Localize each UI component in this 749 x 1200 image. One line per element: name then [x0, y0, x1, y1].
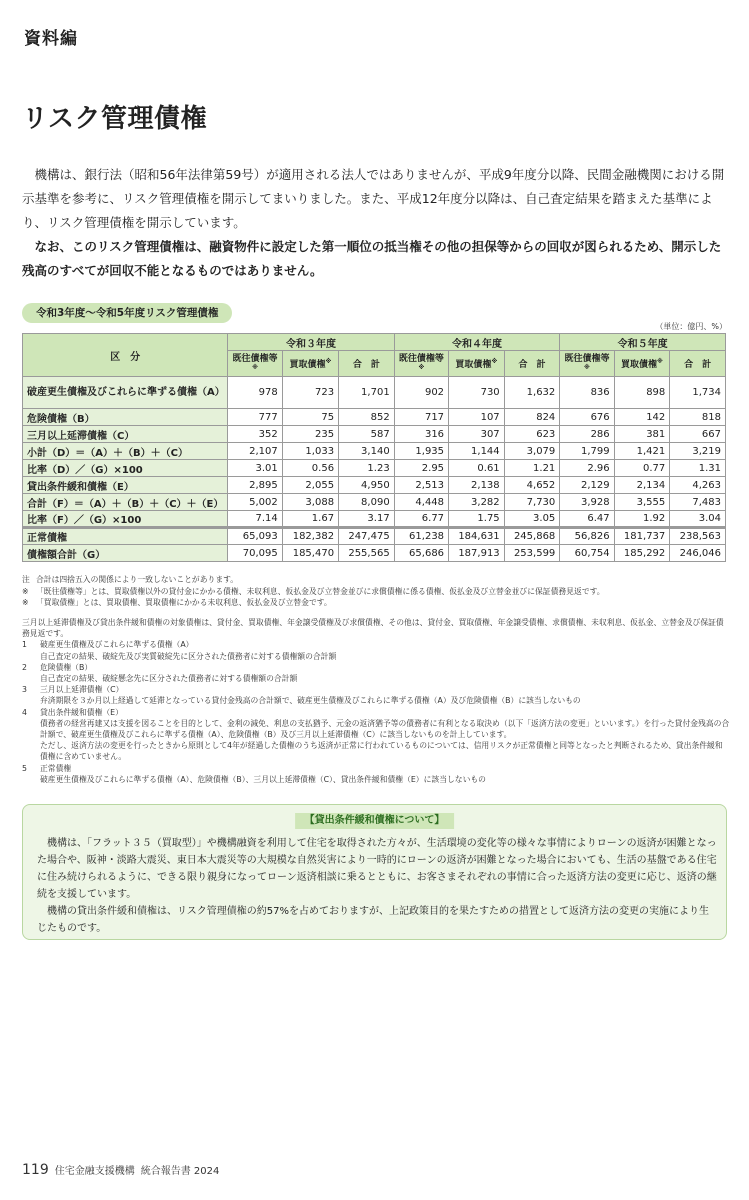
table-cell: 2,134 — [614, 477, 670, 494]
table-cell: 3,079 — [504, 443, 560, 460]
row-label: 危険債権（B） — [23, 409, 228, 426]
definition-body: 債務者の経営再建又は支援を図ることを目的として、金利の減免、利息の支払猶予、元金の返済猶予等の債務者に有利となる取決め（以下「返済方法の変更」といいます。）を行った貸付金残高の合計額で、破産更生債権及びこれらに準ずる債権（A）、危険債権（B）及び三月以上延滞債権（C）に該当しないものを計上しています。 — [40, 718, 730, 740]
explanation-paragraph-1: 機構は、「フラット３５（買取型）」や機構融資を利用して住宅を取得された方々が、生活環境の変化等の様々な事情によりローンの返済が困難となった場合や、阪神・淡路大震災、東日本大震災等の大規模な自然災害により一時的にローンの返済が困難となった場合においても、生活の基盤である住宅に住み続けられるように、できる限り親身になってローン返済相談に乗るとともに、お客さまそれぞれの事情に合った返済方法の変更に応じ、返済の継続を支援しています。 — [37, 838, 717, 900]
table-cell: 1,144 — [449, 443, 505, 460]
note-item: 注 合計は四捨五入の関係により一致しないことがあります。 — [22, 575, 239, 584]
table-row — [23, 426, 726, 443]
table-cell: 978 — [228, 377, 282, 409]
subcol-header: 既往債権等※ — [394, 351, 448, 377]
table-cell: 4,652 — [504, 477, 560, 494]
table-cell: 2,895 — [228, 477, 282, 494]
definitions-intro: 三月以上延滞債権及び貸出条件緩和債権の対象債権は、貸付金、買取債権、年金譲受債権及び求償債権、その他は、貸付金、買取債権、年金譲受債権、求償債権、未収利息、仮払金、立替金及び保証債務見返です。 — [22, 618, 724, 639]
table-cell: 717 — [394, 409, 448, 426]
table-cell: 2.95 — [394, 460, 448, 477]
table-cell: 142 — [614, 409, 670, 426]
table-cell: 56,826 — [560, 528, 614, 545]
table-cell: 185,292 — [614, 545, 670, 562]
row-label: 正常債権 — [23, 528, 228, 545]
table-cell: 2,138 — [449, 477, 505, 494]
table-cell: 187,913 — [449, 545, 505, 562]
table-cell: 1.92 — [614, 511, 670, 528]
table-cell: 623 — [504, 426, 560, 443]
table-cell: 1,734 — [670, 377, 726, 409]
table-cell: 235 — [282, 426, 338, 443]
table-cell: 3,140 — [339, 443, 395, 460]
table-cell: 3,088 — [282, 494, 338, 511]
table-cell: 381 — [614, 426, 670, 443]
note-item: ※ 「買取債権」とは、買取債権、買取債権にかかる未収利息、仮払金及び立替金です。 — [22, 598, 332, 607]
subcol-header: 買取債権※ — [449, 351, 505, 377]
table-cell: 4,448 — [394, 494, 448, 511]
table-cell: 818 — [670, 409, 726, 426]
table-cell: 587 — [339, 426, 395, 443]
row-label: 破産更生債権及びこれらに準ずる債権（A） — [23, 377, 228, 409]
row-label: 債権額合計（G） — [23, 545, 228, 562]
table-row — [23, 545, 726, 562]
table-cell: 667 — [670, 426, 726, 443]
explanation-box-title: 【貸出条件緩和債権について】 — [295, 813, 455, 829]
row-label: 比率（D）／（G）×100 — [23, 460, 228, 477]
subcol-header: 合 計 — [504, 351, 560, 377]
explanation-paragraph-2: 機構の貸出条件緩和債権は、リスク管理債権の約57%を占めておりますが、上記政策目的を果たすための措置として返済方法の変更の実施により生じたものです。 — [37, 906, 710, 934]
table-cell: 3,928 — [560, 494, 614, 511]
table-cell: 60,754 — [560, 545, 614, 562]
row-label: 合計（F）＝（A）＋（B）＋（C）＋（E） — [23, 494, 228, 511]
table-cell: 3,555 — [614, 494, 670, 511]
subcol-header: 既往債権等※ — [560, 351, 614, 377]
page-title: リスク管理債権 — [22, 104, 207, 134]
definition-item: 3 三月以上延滞債権（C） — [22, 685, 124, 695]
table-cell: 2.96 — [560, 460, 614, 477]
table-cell: 4,950 — [339, 477, 395, 494]
table-cell: 0.77 — [614, 460, 670, 477]
year-header: 令和４年度 — [394, 334, 560, 351]
year-header: 令和３年度 — [228, 334, 394, 351]
table-cell: 316 — [394, 426, 448, 443]
table-cell: 75 — [282, 409, 338, 426]
table-cell: 7.14 — [228, 511, 282, 528]
table-row — [23, 443, 726, 460]
table-cell: 8,090 — [339, 494, 395, 511]
definition-body: 自己査定の結果、破綻懸念先に区分された債務者に対する債権額の合計額 — [40, 674, 298, 684]
table-cell: 1.31 — [670, 460, 726, 477]
table-cell: 181,737 — [614, 528, 670, 545]
table-cell: 3.05 — [504, 511, 560, 528]
table-cell: 286 — [560, 426, 614, 443]
table-cell: 185,470 — [282, 545, 338, 562]
table-cell: 245,868 — [504, 528, 560, 545]
table-cell: 253,599 — [504, 545, 560, 562]
table-cell: 238,563 — [670, 528, 726, 545]
subcol-header: 買取債権※ — [282, 351, 338, 377]
table-cell: 352 — [228, 426, 282, 443]
table-cell: 1,421 — [614, 443, 670, 460]
table-cell: 2,107 — [228, 443, 282, 460]
table-cell: 1.23 — [339, 460, 395, 477]
table-cell: 7,730 — [504, 494, 560, 511]
table-row — [23, 528, 726, 545]
table-cell: 65,093 — [228, 528, 282, 545]
table-cell: 65,686 — [394, 545, 448, 562]
table-cell: 2,129 — [560, 477, 614, 494]
table-cell: 3.01 — [228, 460, 282, 477]
table-cell: 1.67 — [282, 511, 338, 528]
table-cell: 184,631 — [449, 528, 505, 545]
definition-item: 2 危険債権（B） — [22, 662, 93, 672]
table-cell: 902 — [394, 377, 448, 409]
table-cell: 255,565 — [339, 545, 395, 562]
intro-paragraph-2: なお、このリスク管理債権は、融資物件に設定した第一順位の抵当権その他の担保等からの回収が図られるため、開示した残高のすべてが回収不能となるものではありません。 — [22, 239, 722, 278]
definition-item: 5 正常債権 — [22, 763, 72, 773]
table-cell: 247,475 — [339, 528, 395, 545]
table-cell: 1.21 — [504, 460, 560, 477]
table-cell: 1,701 — [339, 377, 395, 409]
subcol-header: 合 計 — [670, 351, 726, 377]
table-cell: 7,483 — [670, 494, 726, 511]
row-label: 三月以上延滞債権（C） — [23, 426, 228, 443]
page-number: 119 — [22, 1162, 49, 1178]
note-item: ※ 「既往債権等」とは、買取債権以外の貸付金にかかる債権、未収利息、仮払金及び立替金並びに求償債権に係る債権、仮払金及び立替金並びに保証債務見返です。 — [22, 586, 605, 596]
table-cell: 0.56 — [282, 460, 338, 477]
intro-text — [22, 163, 730, 283]
footer-report: 統合報告書 2024 — [140, 1166, 220, 1177]
section-label: 資料編 — [24, 29, 78, 49]
table-cell: 2,513 — [394, 477, 448, 494]
table-cell: 107 — [449, 409, 505, 426]
table-cell: 723 — [282, 377, 338, 409]
table-cell: 0.61 — [449, 460, 505, 477]
explanation-box — [22, 804, 727, 940]
definition-body: 破産更生債権及びこれらに準ずる債権（A）、危険債権（B）、三月以上延滞債権（C）、貸出条件緩和債権（E）に該当しないもの — [40, 774, 486, 784]
year-header: 令和５年度 — [560, 334, 726, 351]
definition-body: ただし、返済方法の変更を行ったときから原則として4年が経過した債権のうち返済が正常に行われているものについては、信用リスクが正常債権と同等となったと判断されるため、貸出条件緩和債権に含めていません。 — [40, 741, 723, 762]
intro-paragraph-1: 機構は、銀行法（昭和56年法律第59号）が適用される法人ではありませんが、平成9年度分以降、民間金融機関における開示基準を参考に、リスク管理債権を開示してまいりました。また、平成12年度分以降は、自己査定結果を踏まえた基準により、リスク管理債権を開示しています。 — [22, 167, 725, 230]
table-cell: 1,632 — [504, 377, 560, 409]
table-cell: 730 — [449, 377, 505, 409]
table-cell: 3,219 — [670, 443, 726, 460]
footer-org: 住宅金融支援機構 — [54, 1166, 135, 1177]
definition-body: 自己査定の結果、破綻先及び実質破綻先に区分された債務者に対する債権額の合計額 — [40, 651, 337, 661]
table-cell: 70,095 — [228, 545, 282, 562]
table-cell: 61,238 — [394, 528, 448, 545]
table-cell: 1,935 — [394, 443, 448, 460]
row-label: 比率（F）／（G）×100 — [23, 511, 228, 528]
table-cell: 777 — [228, 409, 282, 426]
table-cell: 824 — [504, 409, 560, 426]
table-cell: 4,263 — [670, 477, 726, 494]
table-caption: 令和3年度～令和5年度リスク管理債権 — [22, 303, 232, 323]
definitions — [22, 617, 730, 785]
row-label: 小計（D）＝（A）＋（B）＋（C） — [23, 443, 228, 460]
subcol-header: 既往債権等※ — [228, 351, 282, 377]
unit-note: （単位：億円、%） — [655, 322, 727, 331]
table-cell: 2,055 — [282, 477, 338, 494]
table-cell: 898 — [614, 377, 670, 409]
subcol-header: 買取債権※ — [614, 351, 670, 377]
table-cell: 1,033 — [282, 443, 338, 460]
table-cell: 3.04 — [670, 511, 726, 528]
table-cell: 246,046 — [670, 545, 726, 562]
table-row — [23, 511, 726, 528]
definition-item: 4 貸出条件緩和債権（E） — [22, 707, 123, 717]
table-cell: 307 — [449, 426, 505, 443]
table-cell: 836 — [560, 377, 614, 409]
row-label: 貸出条件緩和債権（E） — [23, 477, 228, 494]
table-cell: 1,799 — [560, 443, 614, 460]
table-cell: 676 — [560, 409, 614, 426]
table-cell: 3,282 — [449, 494, 505, 511]
subcol-header: 合 計 — [339, 351, 395, 377]
column-header-category: 区 分 — [23, 334, 228, 377]
table-row — [23, 377, 726, 409]
table-cell: 6.47 — [560, 511, 614, 528]
table-cell: 5,002 — [228, 494, 282, 511]
table-cell: 1.75 — [449, 511, 505, 528]
definition-body: 弁済期限を３か月以上経過して延滞となっている貸付金残高の合計額で、破産更生債権及びこれらに準ずる債権（A）及び危険債権（B）に該当しないもの — [40, 696, 581, 706]
table-cell: 182,382 — [282, 528, 338, 545]
risk-table — [22, 333, 726, 562]
table-row — [23, 494, 726, 511]
table-row — [23, 409, 726, 426]
table-cell: 3.17 — [339, 511, 395, 528]
table-row — [23, 477, 726, 494]
page-footer — [22, 1162, 219, 1178]
definition-item: 1 破産更生債権及びこれらに準ずる債権（A） — [22, 640, 194, 650]
explanation-box-body — [37, 835, 717, 937]
table-cell: 6.77 — [394, 511, 448, 528]
table-notes — [22, 574, 730, 609]
table-cell: 852 — [339, 409, 395, 426]
table-row — [23, 460, 726, 477]
